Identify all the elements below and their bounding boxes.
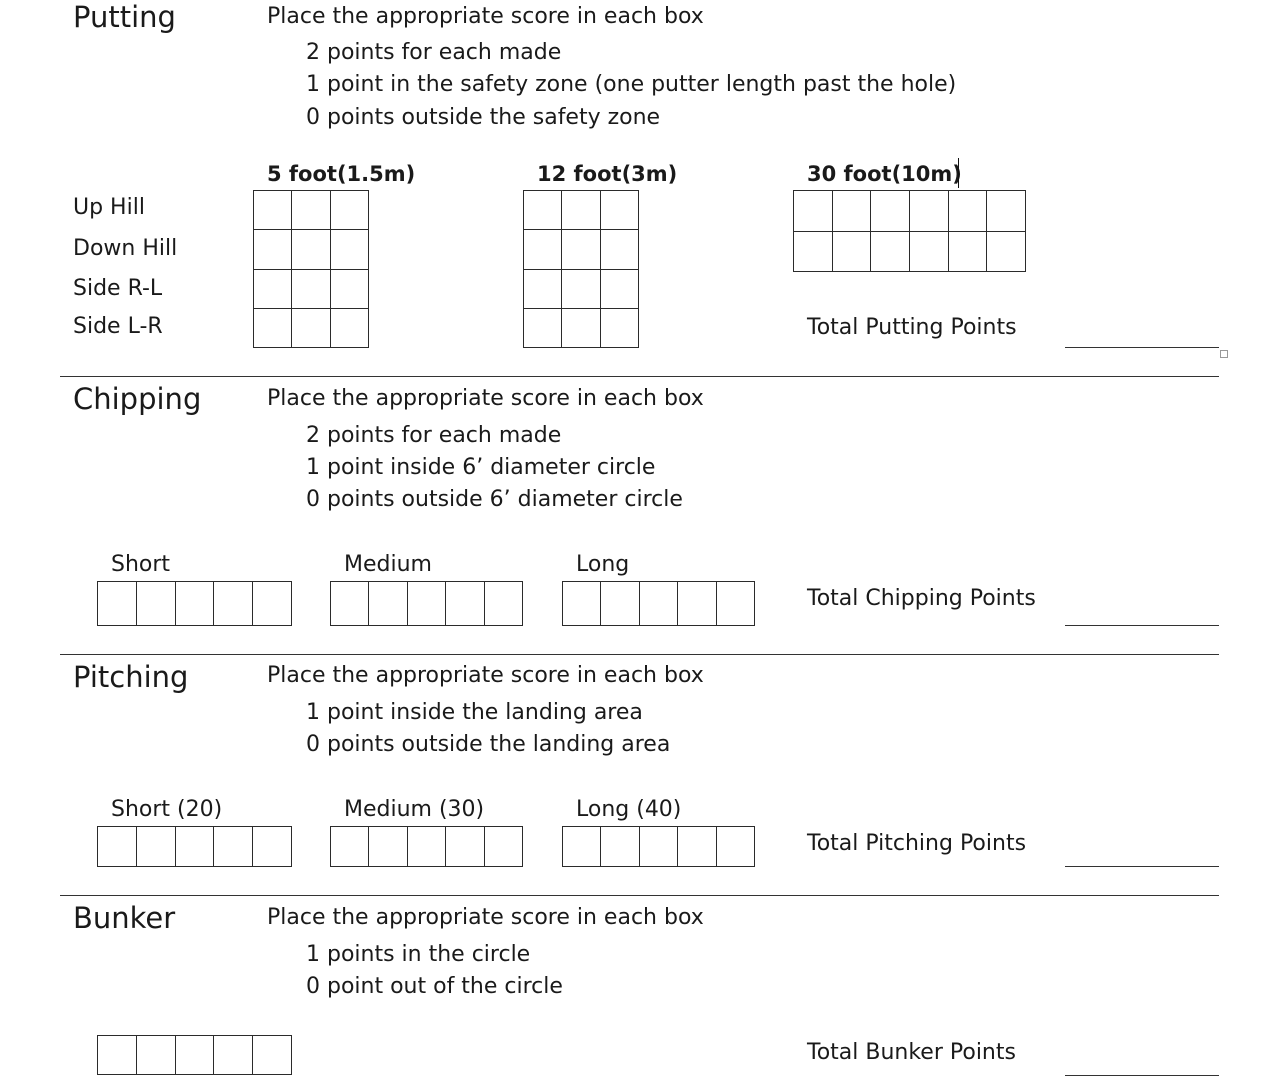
chipping-group-medium: Medium — [344, 552, 432, 577]
score-box[interactable] — [369, 827, 407, 867]
pitching-instruction: Place the appropriate score in each box — [267, 663, 704, 688]
score-box[interactable] — [330, 191, 368, 230]
putting-distance-5ft: 5 foot(1.5m) — [267, 162, 416, 186]
score-box[interactable] — [832, 191, 871, 232]
score-box[interactable] — [562, 269, 600, 308]
score-box[interactable] — [600, 308, 638, 347]
score-box[interactable] — [948, 191, 987, 232]
score-box[interactable] — [987, 191, 1026, 232]
score-box[interactable] — [678, 827, 716, 867]
bunker-title: Bunker — [73, 901, 176, 935]
score-box[interactable] — [909, 231, 948, 272]
score-box[interactable] — [253, 827, 292, 867]
score-box[interactable] — [407, 582, 445, 626]
score-box[interactable] — [524, 230, 562, 269]
chipping-rule-1: 2 points for each made — [306, 423, 562, 448]
chipping-group-long: Long — [576, 552, 630, 577]
pitching-group-long: Long (40) — [576, 797, 682, 822]
score-box[interactable] — [136, 1036, 175, 1075]
chipping-title: Chipping — [73, 382, 202, 416]
pitching-total-blank[interactable] — [1065, 866, 1219, 867]
score-box[interactable] — [484, 827, 522, 867]
pitching-group-short: Short (20) — [111, 797, 223, 822]
score-box[interactable] — [331, 827, 369, 867]
pitching-boxes-short — [97, 826, 292, 867]
score-box[interactable] — [563, 827, 601, 867]
score-box[interactable] — [794, 191, 833, 232]
score-box[interactable] — [562, 308, 600, 347]
score-box[interactable] — [407, 827, 445, 867]
section-divider — [60, 895, 1219, 896]
putting-rule-1: 2 points for each made — [306, 40, 562, 65]
score-box[interactable] — [331, 582, 369, 626]
score-box[interactable] — [98, 582, 137, 626]
score-box[interactable] — [330, 269, 368, 308]
score-box[interactable] — [484, 582, 522, 626]
score-box[interactable] — [794, 231, 833, 272]
score-box[interactable] — [175, 582, 214, 626]
score-box[interactable] — [716, 827, 754, 867]
score-box[interactable] — [524, 308, 562, 347]
score-box[interactable] — [601, 582, 639, 626]
score-box[interactable] — [600, 269, 638, 308]
pitching-total-label: Total Pitching Points — [807, 831, 1027, 856]
score-box[interactable] — [562, 230, 600, 269]
putting-title: Putting — [73, 0, 176, 34]
score-box[interactable] — [600, 230, 638, 269]
score-box[interactable] — [524, 269, 562, 308]
score-box[interactable] — [948, 231, 987, 272]
putting-row-down-hill: Down Hill — [73, 236, 178, 261]
score-box[interactable] — [369, 582, 407, 626]
putting-grid-30ft — [793, 190, 1026, 272]
putting-distance-30ft: 30 foot(10m) — [807, 162, 962, 186]
score-box[interactable] — [909, 191, 948, 232]
score-box[interactable] — [871, 231, 910, 272]
pitching-rule-2: 0 points outside the landing area — [306, 732, 671, 757]
score-box[interactable] — [175, 1036, 214, 1075]
score-box[interactable] — [98, 827, 137, 867]
pitching-title: Pitching — [73, 660, 189, 694]
chipping-boxes-medium — [330, 581, 523, 626]
section-divider — [60, 376, 1219, 377]
score-box[interactable] — [214, 582, 253, 626]
score-box[interactable] — [214, 827, 253, 867]
score-box[interactable] — [253, 582, 292, 626]
score-box[interactable] — [716, 582, 754, 626]
score-box[interactable] — [98, 1036, 137, 1075]
putting-row-side-r-l: Side R-L — [73, 276, 163, 301]
putting-row-up-hill: Up Hill — [73, 195, 145, 220]
chipping-boxes-short — [97, 581, 292, 626]
score-box[interactable] — [639, 582, 677, 626]
putting-distance-12ft: 12 foot(3m) — [537, 162, 678, 186]
score-box[interactable] — [136, 827, 175, 867]
putting-grid-5ft — [253, 190, 369, 348]
pitching-boxes-medium — [330, 826, 523, 867]
chipping-instruction: Place the appropriate score in each box — [267, 386, 704, 411]
bunker-rule-2: 0 point out of the circle — [306, 974, 563, 999]
score-box[interactable] — [214, 1036, 253, 1075]
score-box[interactable] — [524, 191, 562, 230]
score-box[interactable] — [253, 1036, 292, 1075]
score-box[interactable] — [254, 269, 292, 308]
score-box[interactable] — [678, 582, 716, 626]
chipping-total-label: Total Chipping Points — [807, 586, 1036, 611]
bunker-instruction: Place the appropriate score in each box — [267, 905, 704, 930]
bunker-total-label: Total Bunker Points — [807, 1040, 1016, 1065]
score-box[interactable] — [254, 230, 292, 269]
bunker-rule-1: 1 points in the circle — [306, 942, 531, 967]
score-box[interactable] — [446, 582, 484, 626]
putting-row-side-l-r: Side L-R — [73, 314, 163, 339]
score-box[interactable] — [639, 827, 677, 867]
score-box[interactable] — [871, 191, 910, 232]
score-box[interactable] — [254, 308, 292, 347]
score-box[interactable] — [330, 308, 368, 347]
text-cursor — [958, 158, 959, 188]
score-box[interactable] — [136, 582, 175, 626]
chipping-group-short: Short — [111, 552, 171, 577]
score-box[interactable] — [292, 308, 330, 347]
putting-rule-2: 1 point in the safety zone (one putter length past the hole) — [306, 72, 957, 97]
score-box[interactable] — [446, 827, 484, 867]
putting-rule-3: 0 points outside the safety zone — [306, 105, 661, 130]
putting-instruction: Place the appropriate score in each box — [267, 4, 704, 29]
putting-total-blank[interactable] — [1065, 347, 1219, 348]
putting-total-label: Total Putting Points — [807, 315, 1017, 340]
score-box[interactable] — [292, 230, 330, 269]
score-box[interactable] — [600, 191, 638, 230]
chipping-rule-2: 1 point inside 6’ diameter circle — [306, 455, 656, 480]
score-box[interactable] — [254, 191, 292, 230]
chipping-rule-3: 0 points outside 6’ diameter circle — [306, 487, 683, 512]
score-box[interactable] — [292, 191, 330, 230]
bunker-total-blank[interactable] — [1065, 1075, 1219, 1076]
score-box[interactable] — [987, 231, 1026, 272]
score-box[interactable] — [330, 230, 368, 269]
pitching-rule-1: 1 point inside the landing area — [306, 700, 643, 725]
score-box[interactable] — [292, 269, 330, 308]
chipping-boxes-long — [562, 581, 755, 626]
score-box[interactable] — [832, 231, 871, 272]
score-box[interactable] — [601, 827, 639, 867]
section-divider — [60, 654, 1219, 655]
pitching-boxes-long — [562, 826, 755, 867]
resize-handle-icon[interactable] — [1220, 350, 1228, 358]
score-box[interactable] — [175, 827, 214, 867]
putting-grid-12ft — [523, 190, 639, 348]
pitching-group-medium: Medium (30) — [344, 797, 485, 822]
chipping-total-blank[interactable] — [1065, 625, 1219, 626]
score-box[interactable] — [563, 582, 601, 626]
bunker-boxes — [97, 1035, 292, 1075]
score-box[interactable] — [562, 191, 600, 230]
